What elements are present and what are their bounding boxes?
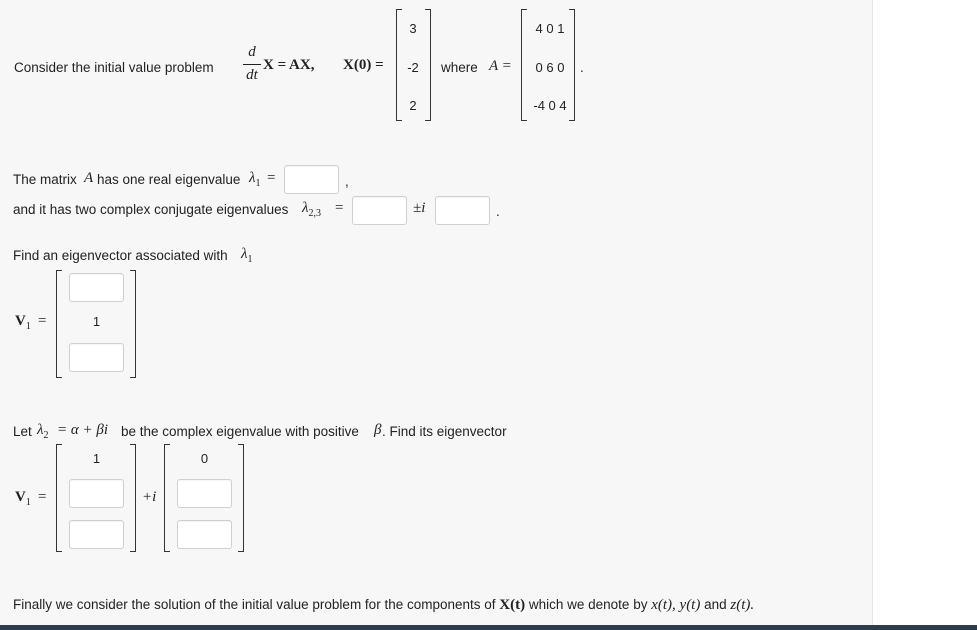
final-text-a: Finally we consider the solution of the initial value problem for the components of [13,597,496,612]
a-period: . [580,60,584,75]
imag-vec-middle-input[interactable] [177,479,232,508]
final-vars: x(t), y(t) [651,597,701,613]
complex-prefix: Let [13,424,32,439]
a-row-2: 0 6 0 [535,60,565,75]
imag-vec-right-bracket [238,444,244,552]
final-text-b: which we denote by [528,597,648,612]
a-row-3: -4 0 4 [533,98,567,113]
complex-suffix: . Find its eigenvector [382,424,507,439]
final-X-t: X(t) [499,597,526,613]
fraction-bar [243,64,261,65]
eigen-line2-prefix: and it has two complex conjugate eigenvalues [13,202,289,217]
initial-condition-label: X(0) = [343,57,384,73]
complex-expression: = α + βi [57,422,109,438]
vec1-top-input[interactable] [69,273,124,302]
x0-entry-2: -2 [407,60,419,75]
eigen-line1-prefix: The matrix [13,172,77,187]
imag-vec-left-bracket [164,444,170,552]
d-denominator: dt [246,67,258,83]
real-vec-left-bracket [56,444,62,552]
intro-text: Consider the initial value problem [14,60,214,75]
ode-equation: X = AX, [263,57,315,73]
vec1-middle-value: 1 [92,314,101,329]
complex-lambda: $\lambda_2$ [37,422,49,441]
a-equals: A = [489,58,512,74]
final-and: and [704,597,727,612]
eigen-line1-mid: has one real eigenvalue [97,172,241,187]
vec1-lambda: $\lambda_1$ [241,246,253,265]
vec1-bottom-input[interactable] [69,343,124,372]
vec1-equals: = [38,313,47,329]
bottom-bar [0,625,977,630]
vec2-equals: = [38,489,47,505]
where-text: where [441,60,478,75]
lambda1-equals: = [267,170,276,186]
plus-i-symbol: +i [142,489,157,505]
real-vec-right-bracket [130,444,136,552]
vec1-label: $V_1$ [15,313,31,332]
vec1-right-bracket [130,270,136,378]
eigen-line1-A: A [84,170,94,186]
lambda1-symbol: $\lambda_1$ [249,170,261,189]
imag-vec-top-value: 0 [200,451,209,466]
lambda23-equals: = [335,200,344,216]
real-vec-bottom-input[interactable] [69,520,124,549]
lambda1-comma: , [345,174,349,189]
imag-part-input[interactable] [435,196,490,225]
final-sentence [13,597,754,614]
lambda23-symbol: $\lambda_{2,3}$ [302,200,321,219]
vec1-prompt: Find an eigenvector associated with [13,248,228,263]
real-vec-middle-input[interactable] [69,479,124,508]
imag-vec-bottom-input[interactable] [177,520,232,549]
eigen-period: . [496,204,500,219]
vec1-left-bracket [56,270,62,378]
x0-entry-1: 3 [409,21,417,36]
vec2-label: $V_1$ [15,489,31,508]
beta-symbol: β [374,422,382,438]
lambda1-input[interactable] [284,165,339,194]
d-numerator: d [248,44,256,60]
plus-minus-i: ±i [413,200,426,216]
a-row-1: 4 0 1 [535,21,565,36]
real-vec-top-value: 1 [92,451,101,466]
final-z: z(t). [730,597,755,613]
real-part-input[interactable] [352,196,407,225]
x0-entry-3: 2 [409,98,417,113]
complex-mid-text: be the complex eigenvalue with positive [121,424,359,439]
